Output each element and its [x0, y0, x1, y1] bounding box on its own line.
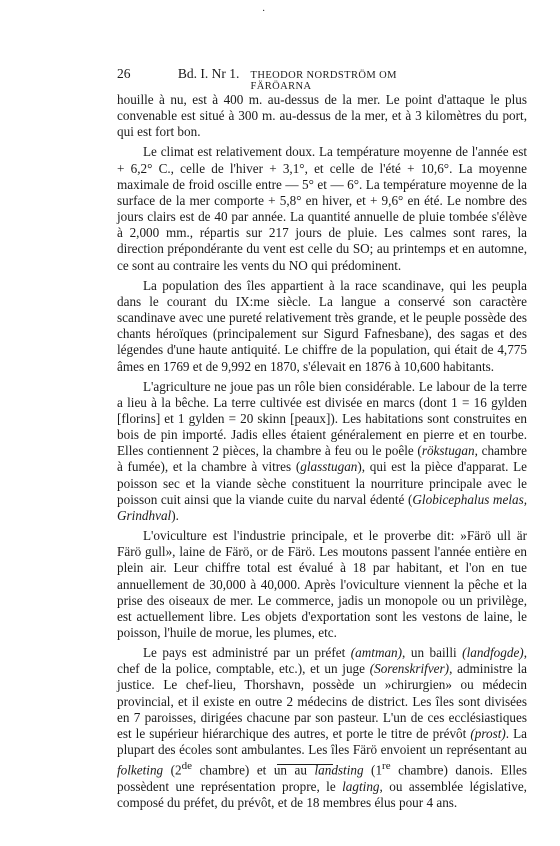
paragraph-agriculture: L'agriculture ne joue pas un rôle bien considérable. Le labour de la terre a lieu à la bêche. La terre cultivée est divisée en marcs (dont 1 = 16 gylden [florins] et 1 gylden = 20 skinn [peaux]). Les habitations sont construites en bois de pin importé. Jadis elles étaient généralement en pierre et en tourbe. Elles contiennent 2 pièces, la chambre à feu ou le poêle (rökstugan, chambre à fumée), et la chambre à vitres (glasstugan), qui est la pièce d'apparat. Le poisson sec et la viande sèche constituent la nourriture principale avec le poisson cuit ainsi que la viande cuite du narval édenté (Globicephalus melas, Grindhval).: [117, 378, 527, 523]
paragraph-population: La population des îles appartient à la race scandinave, qui les peupla dans le courant du IX:me siècle. La langue a conservé son caractère scandinave avec une pureté relativement très grande, et le peuple possède des chants héroïques (principalement sur Sigurd Fafnesbane), des sagas et des légendes d'une haute antiquité. Le chiffre de la population, qui était de 4,775 âmes en 1769 et de 9,992 en 1870, s'élevait en 1876 à 10,600 habitants.: [117, 277, 527, 374]
top-mark: ·: [262, 6, 266, 17]
paragraph-sheep-farming: L'oviculture est l'industrie principale, et le proverbe dit: »Färö ull är Färö gull», laine de Färö, or de Färö. Les moutons passent l'année entière en plein air. Leur chiffre total est évalué à 18 par habitant, et l'on en tue annuellement de 30,000 à 40,000. Après l'oviculture viennent la pêche et la prise des oiseaux de mer. Le commerce, jadis un monopole ou un privilège, est actuellement libre. Les objets d'exportation sont les vestons de laine, le poisson, l'huile de morue, les plumes, etc.: [117, 528, 527, 640]
paragraph-administration: Le pays est administré par un préfet (amtman), un bailli (landfogde), chef de la police, comptable, etc.), et un juge (Sorenskrifver), administre la justice. Le chef-lieu, Thorshavn, possède un »chirurgien» ou médecin provincial, et il existe en outre 2 médecins de district. Les îles sont divisées en 7 paroisses, dirigées chacune par son pasteur. L'un de ces ecclésiastiques est le supérieur hiérarchique des autres, et porte le titre de prévôt (prost). La plupart des écoles sont ambulantes. Les îles Färö envoient un représentant au folketing (2de chambre) et un au landsting (1re chambre) danois. Elles possèdent une représentation propre, le lagting, ou assemblée législative, composé du préfet, du prévôt, et de 18 membres élus pour 4 ans.: [117, 645, 527, 810]
series-reference: Bd. I. Nr 1.: [177, 66, 240, 81]
closing-rule: [277, 764, 333, 765]
page-number: 26: [117, 66, 131, 81]
body-text: [117, 92, 527, 815]
paragraph-climate: Le climat est relativement doux. La température moyenne de l'année est + 6,2° C., celle de l'hiver + 3,1°, et celle de l'été + 10,6°. La moyenne maximale de froid oscille entre — 5° et — 6°. La température moyenne de la surface de la mer comporte + 5,8° en hiver, et + 9,6° en été. Le nombre des jours clairs est de 40 par année. La quantité annuelle de pluie tombée s'élève à 2,000 mm., répartis sur 217 jours de pluie. Les calmes sont rares, la direction prépondérante du vent est celle du SO; au printemps et en automne, ce sont au contraire les vents du NO qui prédominent.: [117, 144, 527, 273]
paragraph-coal: houille à nu, est à 400 m. au-dessus de la mer. Le point d'attaque le plus convenable est situé à 300 m. au-dessus de la mer, et à 3 kilomètres du port, qui est fort bon.: [117, 92, 527, 140]
running-head: THEODOR NORDSTRÖM OM FÄRÖARNA: [250, 70, 397, 92]
page-header: [117, 66, 457, 92]
